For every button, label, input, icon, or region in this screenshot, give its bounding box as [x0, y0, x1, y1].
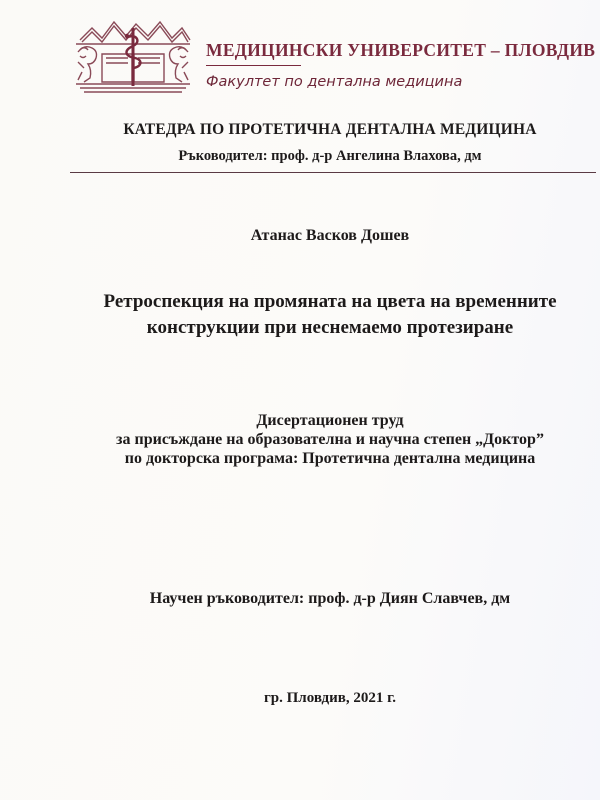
degree-statement: за присъждане на образователна и научна степен „Доктор”: [116, 431, 544, 448]
place-and-year: гр. Пловдив, 2021 г.: [263, 690, 397, 706]
scientific-supervisor: Научен ръководител: проф. д-р Диян Славчев, дм: [149, 590, 511, 607]
department-head: Ръководител: проф. д-р Ангелина Влахова, дм: [178, 148, 482, 164]
thesis-title-line-1: Ретроспекция на промяната на цвета на временните: [103, 291, 557, 312]
medical-university-emblem-icon: [72, 16, 194, 94]
university-name: МЕДИЦИНСКИ УНИВЕРСИТЕТ – ПЛОВДИВ: [206, 40, 596, 60]
doctoral-program: по докторска програма: Протетична дентална медицина: [124, 450, 536, 467]
author-name: Атанас Васков Дошев: [250, 227, 410, 244]
department-name: КАТЕДРА ПО ПРОТЕТИЧНА ДЕНТАЛНА МЕДИЦИНА: [123, 121, 537, 138]
thesis-title-line-2: конструкции при неснемаемо протезиране: [146, 317, 514, 338]
faculty-name: Факултет по дентална медицина: [206, 74, 463, 90]
university-divider: [206, 65, 301, 66]
header-divider: [70, 172, 596, 173]
dissertation-label: Дисертационен труд: [256, 412, 404, 429]
